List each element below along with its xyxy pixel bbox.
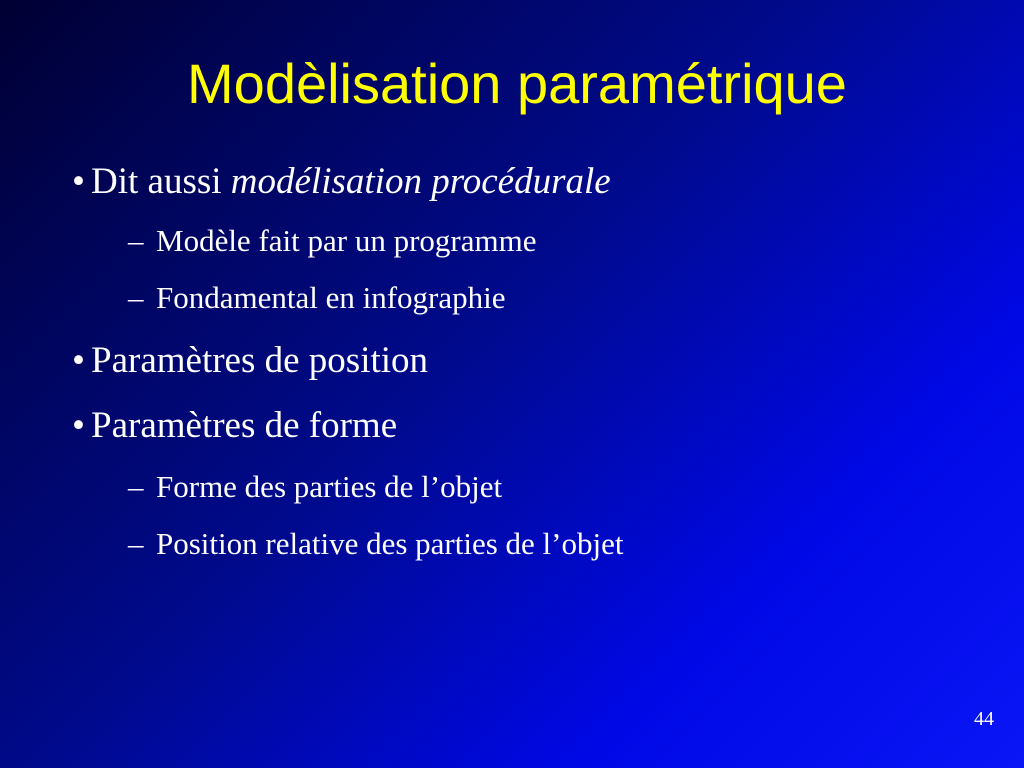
sub-bullet-text: Forme des parties de l’objet xyxy=(156,469,503,504)
sub-bullet-item xyxy=(128,279,506,317)
slide-number: 44 xyxy=(974,708,994,730)
sub-bullet-item xyxy=(128,222,536,260)
sub-bullet-text: Modèle fait par un programme xyxy=(156,223,537,258)
sub-bullet-item xyxy=(128,468,502,506)
bullet-emphasis: modélisation procédurale xyxy=(230,161,611,202)
slide-title: Modèlisation paramétrique xyxy=(187,52,847,115)
bullet-text: Dit aussi xyxy=(91,161,231,202)
bullet-text: Paramètres de position xyxy=(91,340,429,381)
sub-bullet-item xyxy=(128,525,623,563)
sub-bullet-text: Fondamental en infographie xyxy=(156,280,506,315)
bullet-item xyxy=(72,404,397,448)
bullet-marker: • xyxy=(72,161,85,202)
sub-bullet-marker: – xyxy=(128,526,144,561)
bullet-item xyxy=(72,160,611,204)
sub-bullet-marker: – xyxy=(128,223,144,258)
sub-bullet-marker: – xyxy=(128,280,144,315)
bullet-marker: • xyxy=(72,340,85,381)
sub-bullet-text: Position relative des parties de l’objet xyxy=(156,526,624,561)
bullet-text: Paramètres de forme xyxy=(91,405,398,446)
bullet-item xyxy=(72,339,428,383)
bullet-marker: • xyxy=(72,405,85,446)
sub-bullet-marker: – xyxy=(128,469,144,504)
